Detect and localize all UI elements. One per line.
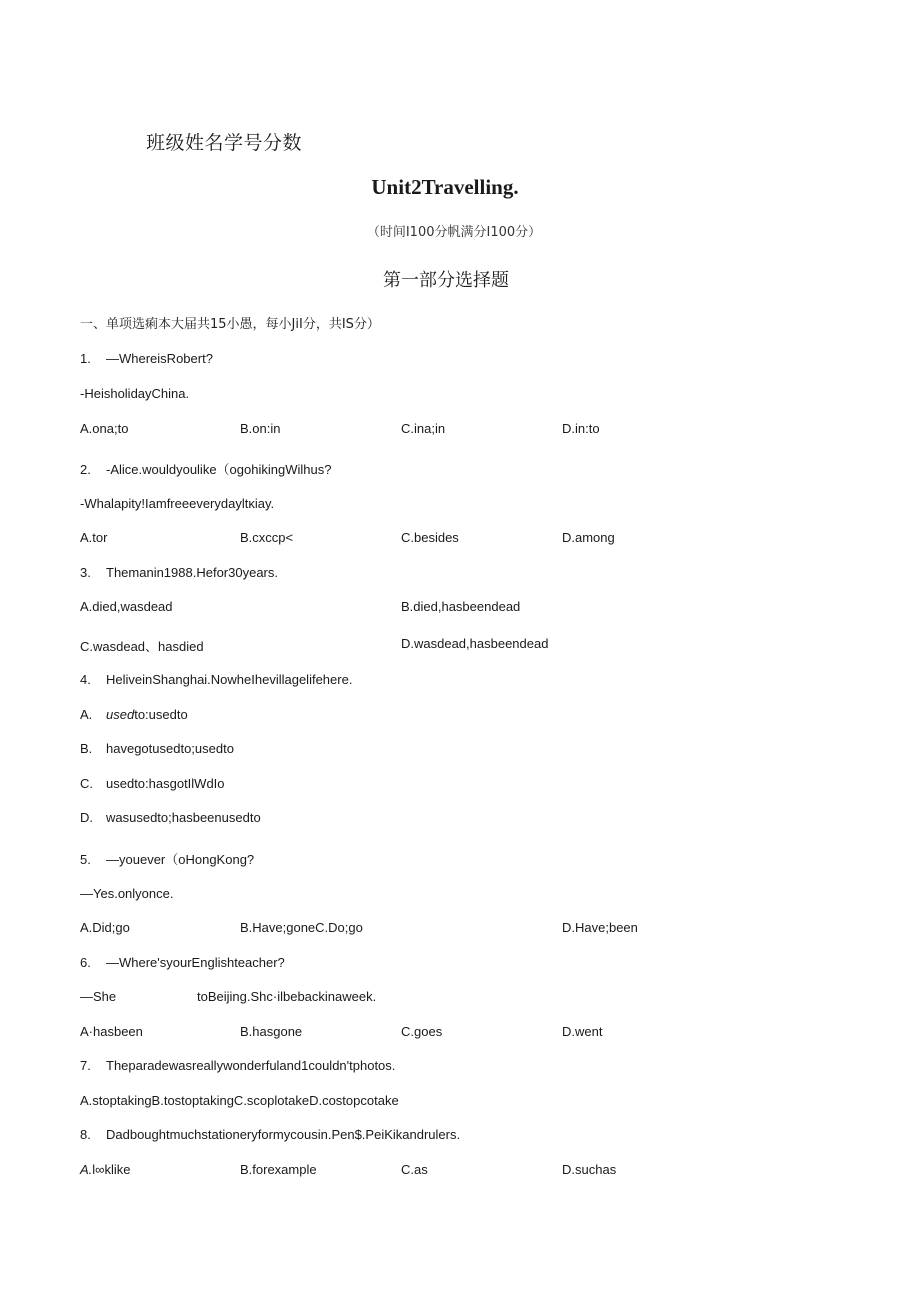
question-6-option-d: D.went bbox=[562, 1024, 603, 1039]
question-text: Themanin1988.Hefor30years. bbox=[106, 565, 278, 580]
question-7-options: A.stoptakingB.tostoptakingC.scoplotakeD.costopcotake bbox=[80, 1093, 399, 1108]
part-title: 第一部分选择题 bbox=[383, 270, 509, 291]
question-number: 4. bbox=[80, 672, 91, 687]
question-6-option-c: C.goes bbox=[401, 1024, 443, 1039]
question-1-option-d: D.in:to bbox=[562, 421, 600, 436]
question-2-option-c: C.besides bbox=[401, 530, 459, 545]
question-text: Theparadewasreallywonderfuland1couldn'tphotos. bbox=[106, 1058, 396, 1073]
question-text: —youever（oHongKong? bbox=[106, 852, 255, 867]
question-1-option-a: A.ona;to bbox=[80, 421, 129, 436]
question-number: 2. bbox=[80, 462, 91, 477]
question-number: 6. bbox=[80, 955, 91, 970]
question-number: 1. bbox=[80, 351, 91, 366]
question-4-option-b bbox=[80, 741, 234, 756]
question-4-option-d bbox=[80, 810, 261, 825]
option-letter: A. bbox=[80, 707, 93, 722]
question-2-option-a: A.tor bbox=[80, 530, 108, 545]
option-letter: D. bbox=[80, 810, 93, 825]
question-7-stem bbox=[80, 1058, 395, 1073]
option-letter: A. bbox=[80, 1162, 93, 1177]
option-text: to:usedto bbox=[134, 707, 188, 722]
time-score-note: （时间I100分帆满分I100分） bbox=[366, 225, 542, 240]
question-8-option-c: C.as bbox=[401, 1162, 428, 1177]
question-8-option-d: D.suchas bbox=[562, 1162, 617, 1177]
question-3-option-d: D.wasdead,hasbeendead bbox=[401, 636, 549, 651]
question-4-option-c bbox=[80, 776, 225, 791]
question-8-option-a bbox=[80, 1162, 130, 1177]
question-number: 3. bbox=[80, 565, 91, 580]
question-text: —Where'syourEnglishteacher? bbox=[106, 955, 285, 970]
question-3-option-b: B.died,hasbeendead bbox=[401, 599, 521, 614]
question-number: 7. bbox=[80, 1058, 91, 1073]
question-1-stem bbox=[80, 351, 213, 366]
question-1-option-b: B.on:in bbox=[240, 421, 281, 436]
option-text: usedto:hasgotIlWdIo bbox=[106, 776, 225, 791]
question-5-option-bc: B.Have;goneC.Do;go bbox=[240, 920, 363, 935]
question-3-stem bbox=[80, 565, 278, 580]
option-letter: B. bbox=[80, 741, 93, 756]
question-1-option-c: C.ina;in bbox=[401, 421, 446, 436]
question-6-reply-start: —She bbox=[80, 989, 117, 1004]
question-3-option-a: A.died,wasdead bbox=[80, 599, 173, 614]
question-3-option-c: C.wasdead、hasdied bbox=[80, 639, 204, 654]
question-8-option-b: B.forexample bbox=[240, 1162, 317, 1177]
question-6-option-a: A·hasbeen bbox=[80, 1024, 143, 1039]
question-number: 5. bbox=[80, 852, 91, 867]
question-1-reply: -HeisholidayChina. bbox=[80, 386, 190, 401]
question-8-stem bbox=[80, 1127, 460, 1142]
student-info-line: 班级姓名学号分数 bbox=[146, 132, 303, 154]
question-text: HeliveinShanghai.NowheIhevillagelifehere. bbox=[106, 672, 353, 687]
question-number: 8. bbox=[80, 1127, 91, 1142]
question-6-stem bbox=[80, 955, 285, 970]
question-2-option-b: B.cxccp< bbox=[240, 530, 294, 545]
option-text: havegotusedto;usedto bbox=[106, 741, 234, 756]
question-2-stem bbox=[80, 459, 331, 478]
section-instruction: 一、单项选痢本大届共15小愚，每小JiI分，共IS分） bbox=[80, 317, 380, 332]
option-text: l∞klike bbox=[92, 1162, 131, 1177]
question-text: -Alice.wouldyoulike（ogohikingWilhus? bbox=[106, 462, 332, 477]
page-title: Unit2Travelling. bbox=[371, 175, 519, 199]
question-2-option-d: D.among bbox=[562, 530, 615, 545]
question-4-option-a bbox=[80, 707, 188, 722]
question-5-option-a: A.Did;go bbox=[80, 920, 130, 935]
question-4-stem bbox=[80, 672, 352, 687]
question-5-stem bbox=[80, 849, 254, 868]
option-letter: C. bbox=[80, 776, 93, 791]
option-text-italic: used bbox=[106, 707, 135, 722]
question-5-reply: —Yes.onlyonce. bbox=[80, 886, 174, 901]
question-6-reply-end: toBeijing.Shc·ilbebackinaweek. bbox=[197, 989, 377, 1004]
question-5-option-d: D.Have;been bbox=[562, 920, 638, 935]
question-text: —WhereisRobert? bbox=[106, 351, 213, 366]
question-6-option-b: B.hasgone bbox=[240, 1024, 303, 1039]
option-text: wasusedto;hasbeenusedto bbox=[106, 810, 261, 825]
question-2-reply: -Whalapity!Iamfreeeverydayltκiay. bbox=[80, 496, 275, 511]
question-text: Dadboughtmuchstationeryformycousin.Pen$.PeiKikandrulers. bbox=[106, 1127, 461, 1142]
